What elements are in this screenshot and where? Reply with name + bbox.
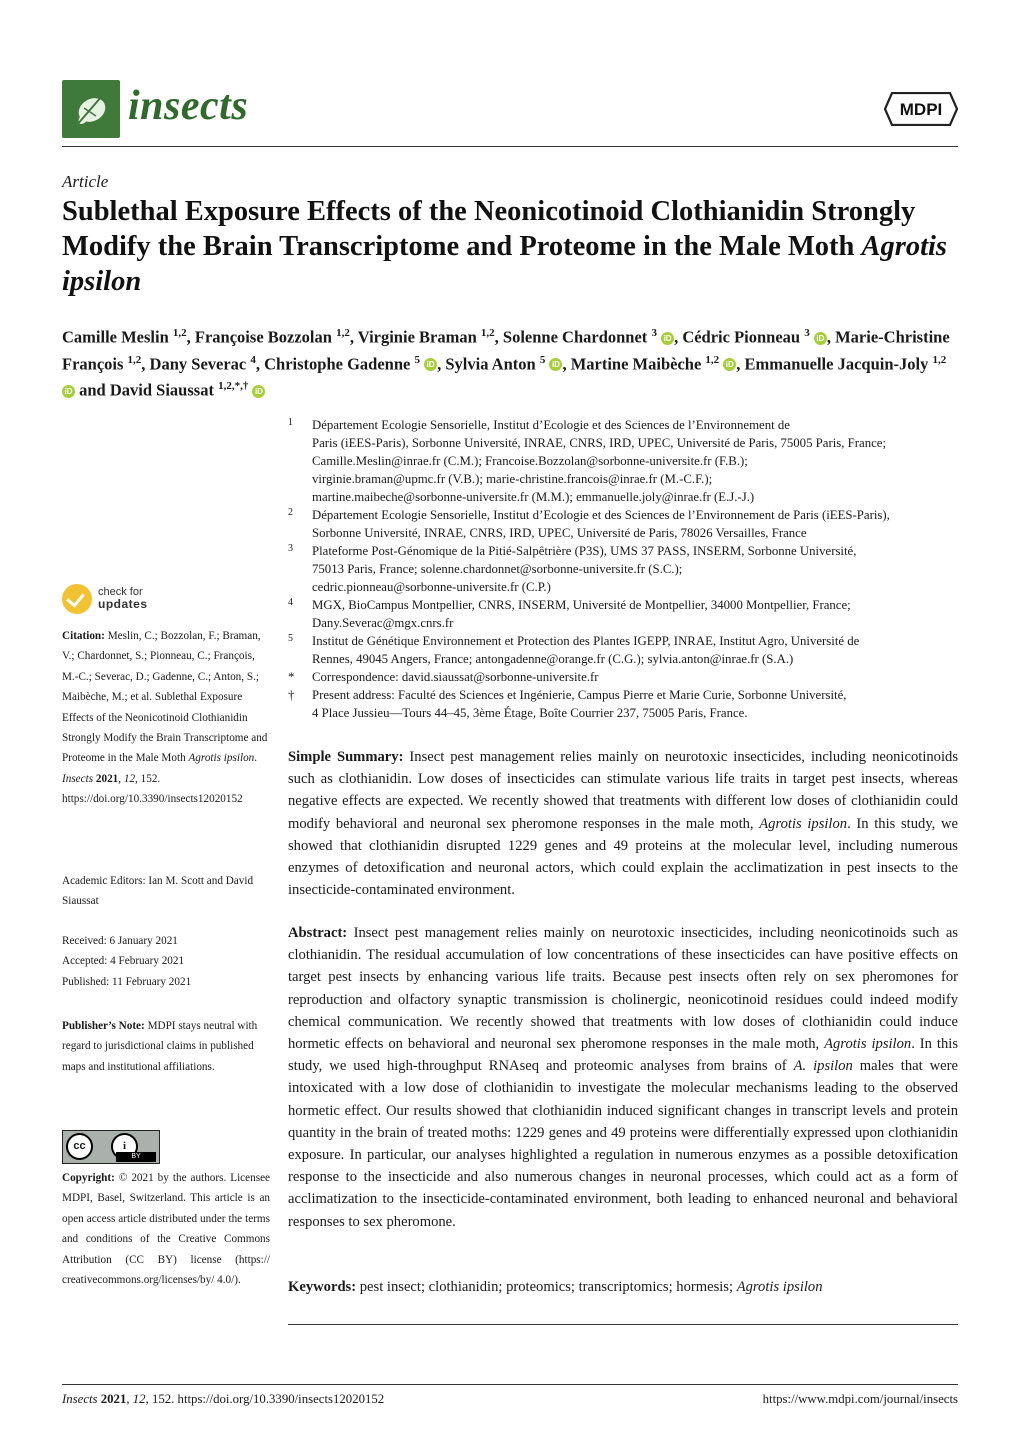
author-separator: , [494,327,503,347]
copyright-block [62,1168,270,1290]
article-title [62,194,952,299]
check-icon [62,584,92,614]
journal-logo-icon [62,80,120,138]
author-affiliation-marker: 4 [250,353,256,366]
affiliation-item [288,416,968,506]
footer-doi-link[interactable]: , 152. https://doi.org/10.3390/insects12020152 [145,1392,385,1406]
date-published: Published: 11 February 2021 [62,975,192,988]
citation-text: Meslin, C.; Bozzolan, F.; Braman, V.; Chardonnet, S.; Pionneau, C.; François, M.-C.; Severac, D.; Gadenne, C.; Anton, S.; Maibèche, M.; et al. Sublethal Exposure Effects of the Neonicotinoid Clothianidin Strongly Modify the Brain Transcriptome and Proteome in the Male Moth [62,630,268,765]
affiliation-line: virginie.braman@upmc.fr (V.B.); marie-christine.francois@inrae.fr (M.-C.F.); [312,472,713,486]
orcid-icon[interactable]: iD [62,385,75,398]
cc-by-label: BY [116,1152,156,1162]
check-updates-line2: updates [98,597,148,611]
affiliations [288,416,968,722]
citation-label: Citation: [62,630,105,642]
author-name[interactable]: Emmanuelle Jacquin-Joly [744,354,929,373]
affiliation-item [288,668,968,686]
affiliation-marker: 3 [288,543,293,554]
author-affiliation-marker: 5 [414,353,420,366]
cc-icon: cc [66,1133,93,1160]
footer-volume: , 12 [126,1392,146,1406]
affiliation-line: Département Ecologie Sensorielle, Institut d’Ecologie et des Sciences de l’Environnement de Paris (iEES-Paris), [312,508,890,522]
check-updates-label [98,586,148,611]
citation-year: 2021 [93,772,119,785]
affiliation-line: Dany.Severac@mgx.cnrs.fr [312,616,454,630]
publishers-note-label: Publisher’s Note: [62,1020,145,1032]
abstract-text-2: . In this study, we used high-throughput RNAseq and proteomic analyses from brains of [288,1036,958,1075]
orcid-icon[interactable]: iD [814,332,827,345]
author-separator: , [736,354,745,373]
author-affiliation-marker: 1,2 [172,327,187,339]
affiliation-line: Camille.Meslin@inrae.fr (C.M.); Francoise.Bozzolan@sorbonne-universite.fr (F.B.); [312,454,748,468]
check-updates-line1: check for [98,586,143,598]
title-species: Agrotis ipsilon [62,231,948,297]
affiliation-item [288,596,968,632]
article-type: Article [62,172,109,191]
keywords [288,1276,958,1298]
affiliation-line: martine.maibeche@sorbonne-universite.fr (M.M.); emmanuelle.joly@inrae.fr (E.J.-J.) [312,490,755,504]
attribution-icon: i [111,1133,138,1160]
author-separator: , [255,354,265,373]
abstract-label: Abstract: [288,925,348,941]
affiliation-line: Correspondence: david.siaussat@sorbonne-universite.fr [312,670,599,684]
footer-journal: Insects [62,1392,98,1406]
author-separator: and [75,380,110,400]
affiliation-line: 75013 Paris, France; solenne.chardonnet@sorbonne-universite.fr (S.C.); [312,562,683,576]
orcid-icon[interactable]: iD [549,358,562,371]
mdpi-logo-text: MDPI [899,100,943,119]
affiliation-marker: 1 [288,417,293,428]
affiliation-line: cedric.pionneau@sorbonne-universite.fr (C.P.) [312,580,551,594]
affiliation-item [288,632,968,668]
affiliation-item [288,542,968,596]
affiliation-line: MGX, BioCampus Montpellier, CNRS, INSERM, Université de Montpellier, 34000 Montpellier, France; [312,598,851,612]
affiliation-line: 4 Place Jussieu—Tours 44–45, 3ème Étage, Boîte Courrier 237, 75005 Paris, France. [312,706,748,720]
author-name[interactable]: Dany Severac [149,354,247,373]
author-name[interactable]: Virginie Braman [357,327,477,347]
header-rule [62,146,958,147]
affiliation-marker: * [288,669,295,684]
date-received: Received: 6 January 2021 [62,935,178,947]
author-name[interactable]: Cédric Pionneau [682,327,801,347]
affiliation-line: Institut de Génétique Environnement et Protection des Plantes IGEPP, INRAE, Institut Agro, Université de [312,634,860,648]
author-name[interactable]: David Siaussat [109,380,214,400]
author-name[interactable]: Marie-Christine François [62,327,950,373]
author-affiliation-marker: 1,2 [705,353,720,366]
footer-citation [62,1392,384,1407]
publishers-note-text: MDPI stays neutral with regard to jurisdictional claims in published maps and institutional affiliations. [62,1020,258,1073]
simple-summary-text-end: . In this study, we showed that clothianidin disrupted 1229 genes and 49 proteins at the molecular level, including numerous enzymes of detoxification and neuronal actors, which could explain the acclimatization in pest insects to the insecticide-contaminated environment. [288,815,958,899]
affiliation-item [288,686,968,722]
author-list [62,322,962,402]
author-name[interactable]: Martine Maibèche [570,354,702,373]
abstract [288,922,958,1233]
publishers-note [62,1016,270,1077]
abstract-species-2: A. ipsilon [793,1058,853,1075]
simple-summary-species: Agrotis ipsilon [759,815,848,832]
author-separator: , [349,327,358,347]
check-for-updates-button[interactable] [62,584,262,618]
keywords-rule [288,1324,958,1325]
author-name[interactable]: Sylvia Anton [445,354,536,373]
footer-rule [62,1384,958,1385]
dates-block [62,931,270,992]
simple-summary [288,746,958,901]
author-affiliation-marker: 3 [804,327,810,339]
footer-journal-url[interactable]: https://www.mdpi.com/journal/insects [762,1392,958,1406]
citation-sep: . [254,752,258,765]
citation-volume: , 12 [118,772,136,785]
author-affiliation-marker: 1,2 [336,327,350,339]
academic-editors: Academic Editors: Ian M. Scott and David Siaussat [62,875,254,908]
copyright-label: Copyright: [62,1172,115,1184]
author-affiliation-marker: 1,2 [932,353,947,366]
author-separator: , [674,327,683,347]
simple-summary-label: Simple Summary: [288,749,404,765]
footer-year: 2021 [97,1392,127,1406]
citation-block [62,626,270,810]
affiliation-line: Département Ecologie Sensorielle, Institut d’Ecologie et des Sciences de l’Environnement de [312,418,790,432]
date-accepted: Accepted: 4 February 2021 [62,955,185,968]
affiliation-item [288,506,968,542]
orcid-icon[interactable]: iD [661,332,674,345]
orcid-icon[interactable]: iD [424,358,437,371]
author-name[interactable]: Françoise Bozzolan [194,327,332,347]
abstract-text-1: Insect pest management relies mainly on neurotoxic insecticides, including neonicotinoids such as clothianidin. The residual accumulation of low concentrations of these insecticides can have positive effects on target pest insects by enhancing various life traits. Because pest insects often rely on sex pheromones for reproduction and olfactory synaptic transmission is cholinergic, neonicotinoid residues could indeed modify chemical communication. We recently showed that treatments with low doses of clothianidin could induce hormetic effects on behavioral and neuronal sex pheromone responses in the male moth, [288,925,958,1053]
abstract-species-1: Agrotis ipsilon [824,1036,912,1053]
citation-journal: Insects [62,772,94,785]
author-affiliation-marker: 5 [539,353,546,366]
author-name[interactable]: Solenne Chardonnet [502,327,648,347]
affiliation-line: Sorbonne Université, INRAE, CNRS, IRD, UPEC, Université de Paris, 78026 Versailles, France [312,526,807,540]
affiliation-line: Present address: Faculté des Sciences et Ingénierie, Campus Pierre et Marie Curie, Sorbonne Université, [312,688,847,702]
title-main: Sublethal Exposure Effects of the Neonicotinoid Clothianidin Strongly Modify the Brain Transcriptome and Proteome in the Male Moth [62,196,916,262]
author-affiliation-marker: 1,2 [480,327,495,339]
author-separator: , [141,354,150,373]
affiliation-marker: 5 [288,633,293,644]
keywords-species: Agrotis ipsilon [736,1279,823,1295]
journal-name[interactable]: insects [128,83,249,129]
author-separator: , [826,327,836,347]
mdpi-logo[interactable] [884,92,958,126]
author-affiliation-marker: 1,2,*,† [218,380,249,392]
cc-by-license-badge[interactable] [62,1130,160,1164]
orcid-icon[interactable]: iD [252,385,265,398]
keywords-text: pest insect; clothianidin; proteomics; transcriptomics; hormesis; [356,1279,737,1295]
affiliation-marker: † [288,687,295,702]
citation-doi[interactable]: , 152. https://doi.org/10.3390/insects12020152 [62,772,243,806]
author-affiliation-marker: 3 [651,327,657,339]
affiliation-line: Paris (iEES-Paris), Sorbonne Université, INRAE, CNRS, IRD, UPEC, Université de Paris, 75005 Paris, France; [312,436,887,450]
affiliation-line: Rennes, 49045 Angers, France; antongadenne@orange.fr (C.G.); sylvia.anton@inrae.fr (S.A.) [312,652,794,666]
author-separator: , [437,354,446,373]
copyright-text: © 2021 by the authors. Licensee MDPI, Basel, Switzerland. This article is an open access article distributed under the terms and conditions of the Creative Commons Attribution (CC BY) license (https:// creativecommons.org/licenses/by/ 4.0/). [62,1172,270,1287]
affiliation-line: Plateforme Post-Génomique de la Pitié-Salpêtrière (P3S), UMS 37 PASS, INSERM, Sorbonne Université, [312,544,857,558]
keywords-label: Keywords: [288,1279,357,1295]
author-separator: , [562,354,571,373]
citation-species: Agrotis ipsilon [188,752,255,765]
simple-summary-text: Insect pest management relies mainly on neurotoxic insecticides, including neonicotinoids such as clothianidin. Low doses of insecticides can stimulate various life traits in target pest insects, whereas negative effects are expected. We recently showed that treatments with different low doses of clothianidin could modify behavioral and neuronal sex pheromone responses in the male moth, [288,749,958,832]
affiliation-marker: 4 [288,597,293,608]
author-name[interactable]: Camille Meslin [62,327,169,347]
author-affiliation-marker: 1,2 [127,353,142,366]
affiliation-marker: 2 [288,507,293,518]
abstract-text-3: males that were intoxicated with a low dose of clothianidin to investigate the molecular mechanisms leading to the observed hormetic effect. Our results showed that clothianidin induced significant changes in transcript levels and protein quantity in the brain of treated moths: 1229 genes and 49 proteins were differentially expressed upon clothianidin exposure. In particular, our analyses highlighted a regulation in numerous enzymes as a possible detoxification response to the insecticide and also numerous changes in neuronal processes, which could act as a form of acclimatization to the insecticide-contaminated environment, both leading to enhanced neuronal and behavioral responses to sex pheromone. [288,1058,958,1230]
orcid-icon[interactable]: iD [723,358,736,371]
author-separator: , [186,327,195,347]
author-name[interactable]: Christophe Gadenne [264,354,411,373]
